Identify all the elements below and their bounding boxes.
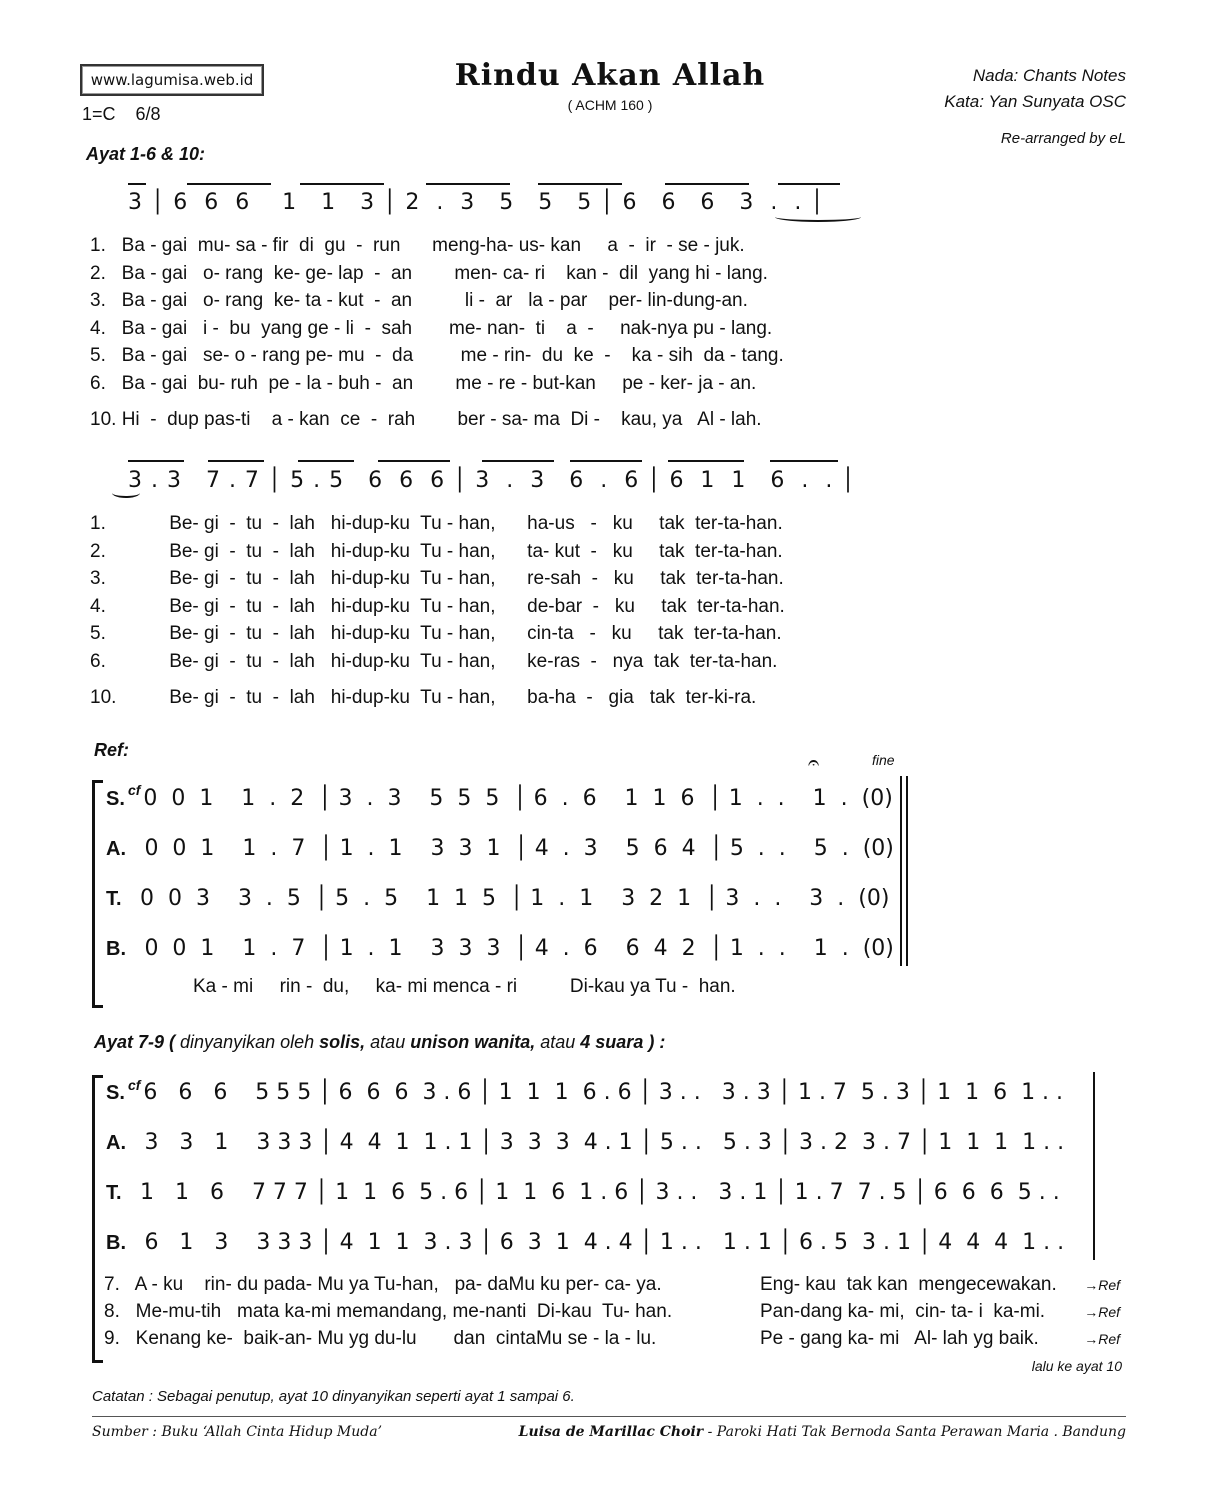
lyric-row: 9. Kenang ke- baik-an- Mu yg du-lu dan cintaMu se - la - lu. Pe - gang ka- mi Al- lah yg baik. →Ref [104,1328,1120,1349]
lyric-line: 1. Be- gi - tu - lah hi-dup-ku Tu - han, ha-us - ku tak ter-ta-han. [90,513,783,534]
fermata-icon: 𝄐 [808,752,820,774]
lyric-line: 3. Be- gi - tu - lah hi-dup-ku Tu - han, re-sah - ku tak ter-ta-han. [90,568,784,589]
lyric-line: 2. Ba - gai o- rang ke- ge- lap - an men- ca- ri kan - dil yang hi - lang. [90,262,768,284]
verse2-voice-tenor: T. 1 1 6 7 7 7 │ 1 1 6 5 . 6 │ 1 1 6 1 . 6 │ 3 . . 3 . 1 │ 1 . 7 7 . 5 │ 6 6 6 5 . . [106,1180,1060,1205]
verse-1-lyrics [90,232,784,434]
lyric-row: 8. Me-mu-tih mata ka-mi memandang, me-nanti Di-kau Tu- han. Pan-dang ka- mi, cin- ta- i ka-mi. →Ref [104,1301,1120,1322]
lyric-line: 5. Ba - gai se- o - rang pe- mu - da me - rin- du ke - ka - sih da - tang. [90,345,784,366]
melody-line-1: 3 │ 6 6 6 1 1 3 │ 2 . 3 5 5 5 │ 6 6 6 3 . . │ [128,190,825,215]
verse-7-9-lyrics [104,1274,1124,1355]
lyric-line: 10. Hi - dup pas-ti a - kan ce - rah ber - sa- ma Di - kau, ya Al - lah. [90,409,762,430]
arranger-credit: Re-arranged by eL [1000,130,1126,147]
lyric-line: 10. Be- gi - tu - lah hi-dup-ku Tu - han, ba-ha - gia tak ter-ki-ra. [90,687,757,708]
song-number: ( ACHM 160 ) [567,97,653,113]
lyric-line: 6. Ba - gai bu- ruh pe - la - buh - an me - re - but-kan pe - ker- ja - an. [90,372,757,394]
website-box: www.lagumisa.web.id [80,64,264,96]
verse2-voice-alto: A. 3 3 1 3 3 3 │ 4 4 1 1 . 1 │ 3 3 3 4 . 1 │ 5 . . 5 . 3 │ 3 . 2 3 . 7 │ 1 1 1 1 . . [106,1130,1065,1155]
ref-voices [106,786,894,986]
closing-note: Catatan : Sebagai penutup, ayat 10 dinyanyikan seperti ayat 1 sampai 6. [92,1388,575,1405]
lyric-line: 4. Ba - gai i - bu yang ge - li - sah me- nan- ti a - nak-nya pu - lang. [90,317,773,339]
verse-7-9-voices [106,1080,1064,1280]
lyric-line: 5. Be- gi - tu - lah hi-dup-ku Tu - han, cin-ta - ku tak ter-ta-han. [90,623,782,644]
key-signature [82,104,161,125]
verse2-voice-soprano: S. 6 6 6 5 5 5 │ 6 6 6 3 . 6 │ 1 1 1 6 . 6 │ 3 . . 3 . 3 │ 1 . 7 5 . 3 │ 1 1 6 1 . . [106,1080,1064,1105]
cf-mark: cf [128,782,141,798]
lyric-line: 4. Be- gi - tu - lah hi-dup-ku Tu - han, de-bar - ku tak ter-ta-han. [90,595,785,617]
ref-voice-soprano: S. 0 0 1 1 . 2 │ 3 . 3 5 5 5 │ 6 . 6 1 1 6 │ 1 . . 1 . (0) [106,786,893,811]
footer-choir: Luisa de Marillac Choir - Paroki Hati Tak Bernoda Santa Perawan Maria . Bandung [518,1424,1126,1440]
lyrics-credit: Kata: Yan Sunyata OSC [944,92,1126,111]
footer-source: Sumber : Buku ‘Allah Cinta Hidup Muda’ [92,1424,383,1440]
lyric-line: 3. Ba - gai o- rang ke- ta - kut - an li - ar la - par per- lin-dung-an. [90,290,748,311]
key: 1=C [82,104,116,124]
time-signature: 6/8 [135,104,161,124]
melody-credit: Nada: Chants Notes [972,66,1126,85]
verse-1-refrain-lyrics [90,510,785,712]
fine-mark: fine [872,752,895,768]
lyric-line: 1. Ba - gai mu- sa - fir di gu - run meng-ha- us- kan a - ir - se - juk. [90,235,745,256]
verse-label: Ayat 1-6 & 10: [86,144,206,164]
ref-label: Ref: [94,740,129,760]
verse-7-9-label: Ayat 7-9 ( dinyanyikan oleh solis, atau unison wanita, atau 4 suara ) : [94,1032,666,1052]
then-verse-10: lalu ke ayat 10 [1031,1358,1122,1374]
lyric-row: 7. A - ku rin- du pada- Mu ya Tu-han, pa- daMu ku per- ca- ya. Eng- kau tak kan mengecewakan. →Ref [104,1274,1120,1295]
melody-line-2: 3 . 3 7 . 7 │ 5 . 5 6 6 6 │ 3 . 3 6 . 6 │ 6 1 1 6 . . │ [128,468,856,493]
lyric-line: 6. Be- gi - tu - lah hi-dup-ku Tu - han, ke-ras - nya tak ter-ta-han. [90,650,778,672]
ref-lyrics: Ka - mi rin - du, ka- mi menca - ri Di-kau ya Tu - han. [193,976,736,997]
ref-voice-alto: A. 0 0 1 1 . 7 │ 1 . 1 3 3 1 │ 4 . 3 5 6 4 │ 5 . . 5 . (0) [106,836,894,861]
ref-voice-bass: B. 0 0 1 1 . 7 │ 1 . 1 3 3 3 │ 4 . 6 6 4 2 │ 1 . . 1 . (0) [106,936,894,961]
ref-voice-tenor: T. 0 0 3 3 . 5 │ 5 . 5 1 1 5 │ 1 . 1 3 2 1 │ 3 . . 3 . (0) [106,886,890,911]
lyric-line: 2. Be- gi - tu - lah hi-dup-ku Tu - han, ta- kut - ku tak ter-ta-han. [90,540,783,562]
song-title: Rindu Akan Allah [454,58,766,93]
cf-mark-2: cf [128,1077,141,1093]
footer-divider [92,1416,1126,1417]
verse2-voice-bass: B. 6 1 3 3 3 3 │ 4 1 1 3 . 3 │ 6 3 1 4 . 4 │ 1 . . 1 . 1 │ 6 . 5 3 . 1 │ 4 4 4 1 . . [106,1230,1065,1255]
